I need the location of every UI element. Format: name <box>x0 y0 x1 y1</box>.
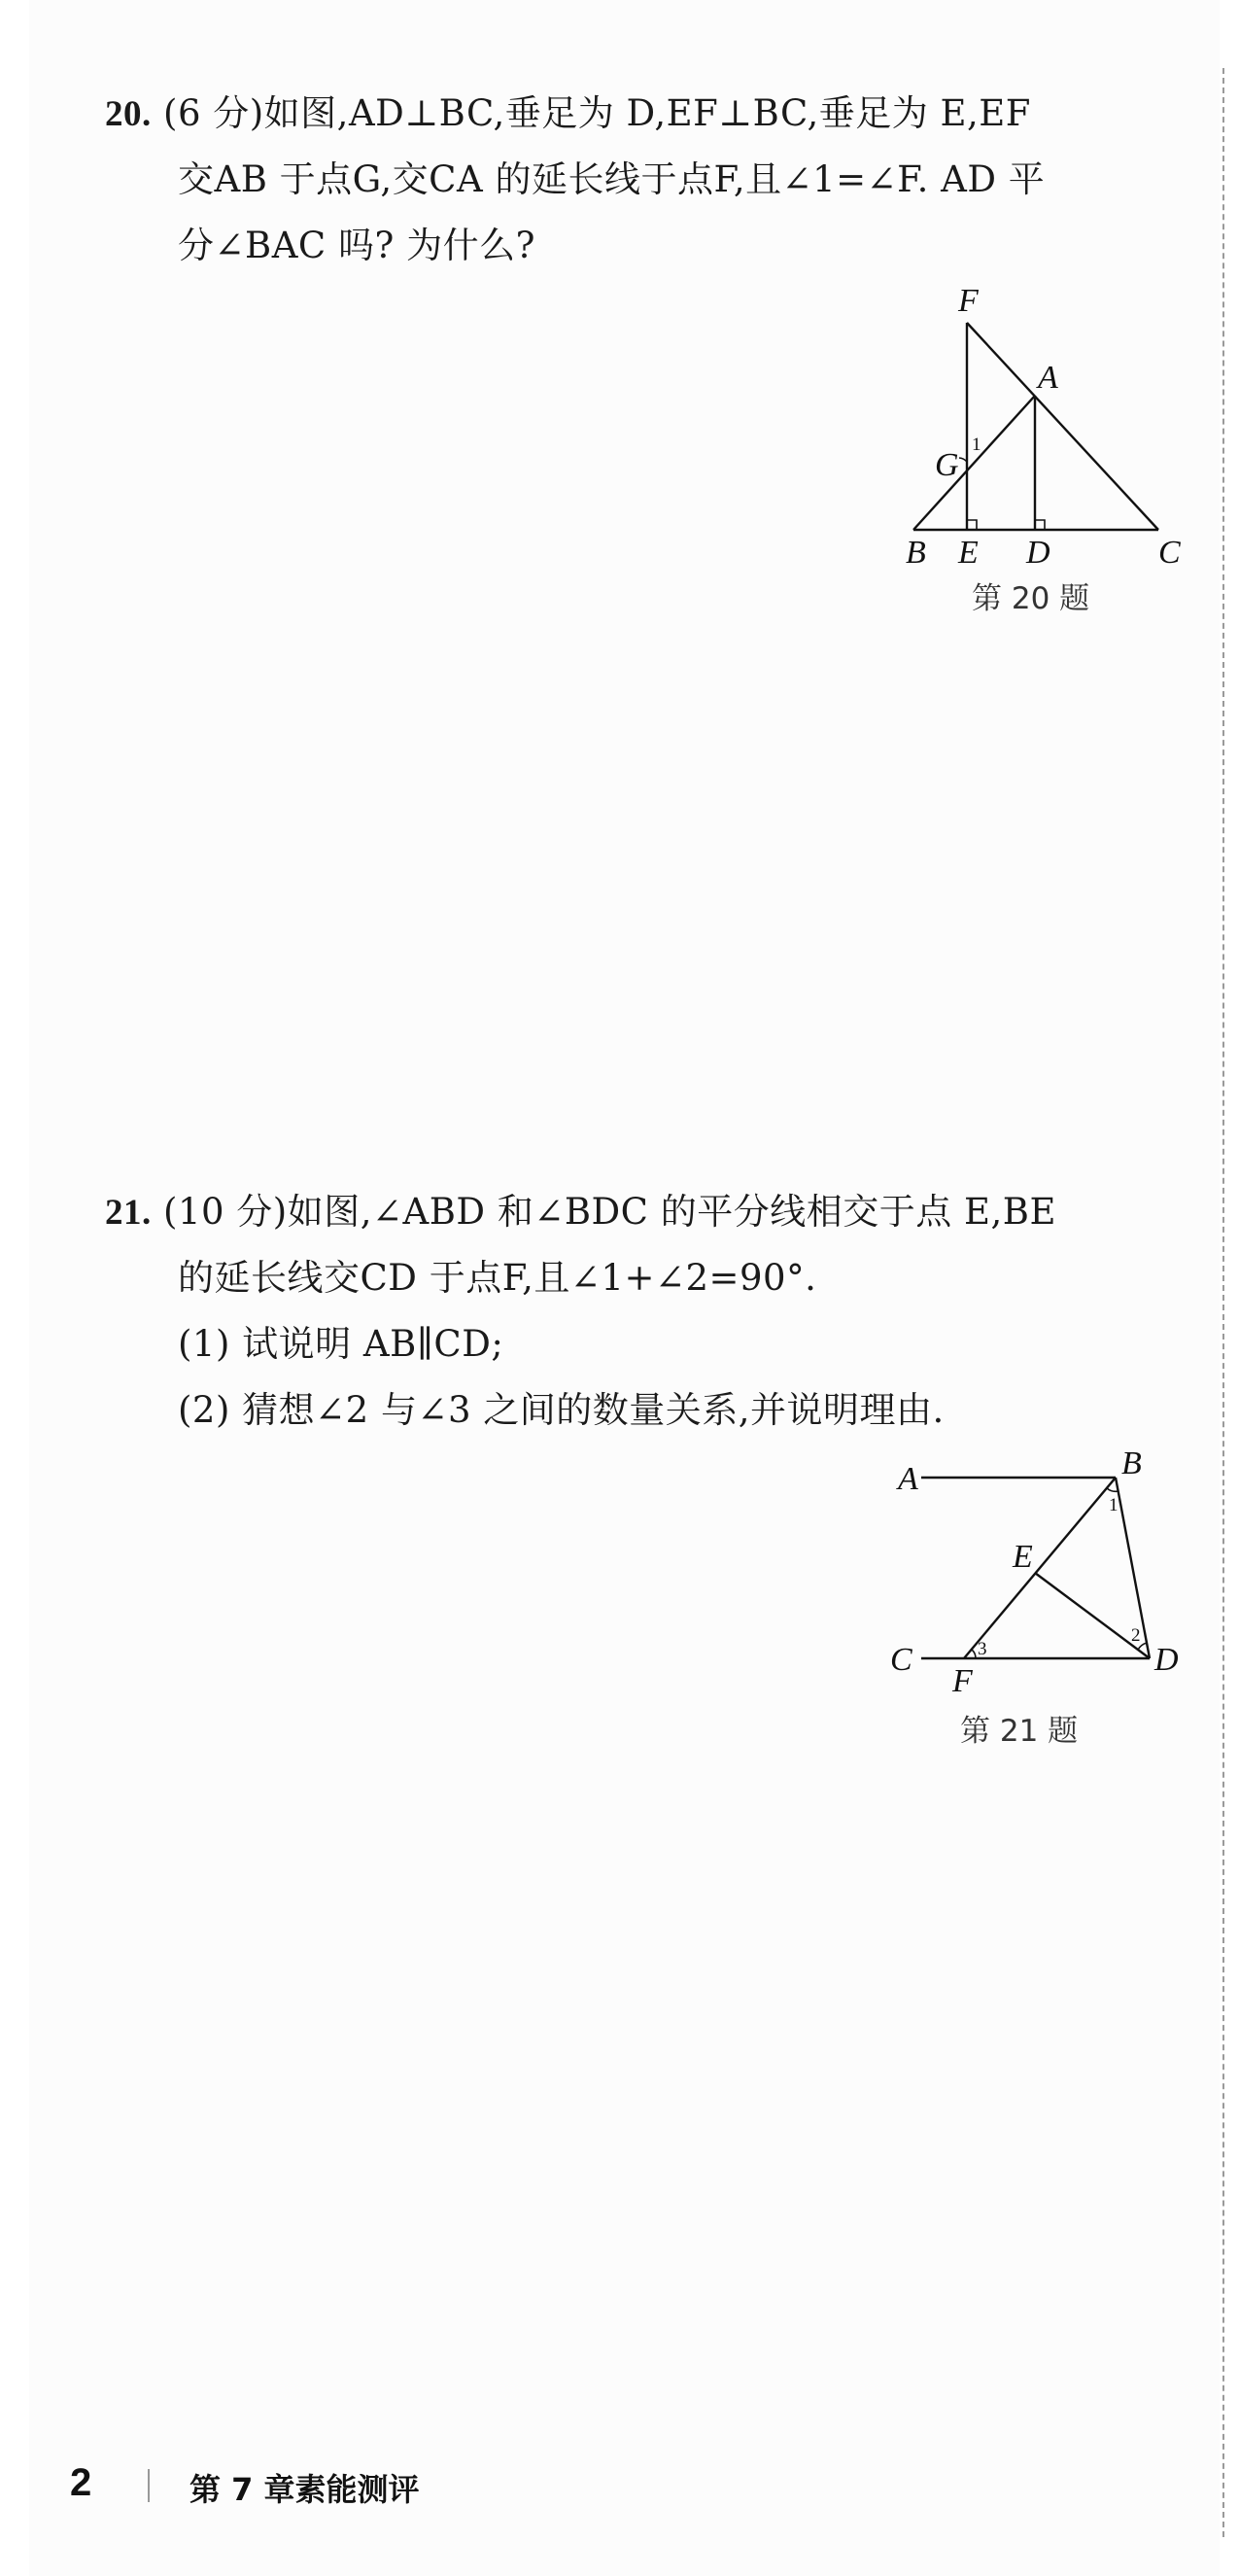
question-20-text-1: (6 分)如图,AD⊥BC,垂足为 D,EF⊥BC,垂足为 E,EF <box>163 92 1031 134</box>
chapter-title: 第 7 章素能测评 <box>189 2471 420 2508</box>
label-d: D <box>1026 535 1050 571</box>
segment-ba <box>913 396 1035 530</box>
question-20-line-1 <box>105 89 1031 139</box>
label-c: C <box>890 1642 912 1678</box>
angle-1-arc <box>959 458 967 462</box>
figure-20-caption: 第 20 题 <box>972 581 1090 616</box>
figure-21-diagram <box>875 1437 1195 1709</box>
label-a: A <box>1038 360 1058 396</box>
right-angle-mark-d <box>1035 520 1045 530</box>
label-angle-3: 3 <box>978 1639 987 1659</box>
question-20-line-2: 交AB 于点G,交CA 的延长线于点F,且∠1=∠F. AD 平 <box>178 158 1046 200</box>
label-f: F <box>952 1663 973 1699</box>
question-20-line-3: 分∠BAC 吗? 为什么? <box>178 225 535 266</box>
figure-20-diagram <box>884 277 1195 578</box>
figure-21 <box>875 1437 1195 1713</box>
label-d: D <box>1154 1642 1179 1678</box>
question-20-number: 20. <box>105 94 152 134</box>
label-e: E <box>1013 1539 1033 1575</box>
right-angle-mark-e <box>967 520 977 530</box>
label-b: B <box>906 535 926 571</box>
label-g: G <box>935 447 959 483</box>
label-c: C <box>1158 535 1181 571</box>
label-angle-2: 2 <box>1131 1625 1141 1646</box>
figure-21-caption: 第 21 题 <box>960 1714 1079 1749</box>
label-a: A <box>898 1461 918 1497</box>
question-21-subquestion-2: (2) 猜想∠2 与∠3 之间的数量关系,并说明理由. <box>178 1389 945 1431</box>
angle-3-arc <box>972 1650 976 1658</box>
cut-line <box>1222 68 1224 2537</box>
question-21-text-1: (10 分)如图,∠ABD 和∠BDC 的平分线相交于点 E,BE <box>163 1191 1056 1233</box>
page-number: 2 <box>70 2461 92 2504</box>
label-e: E <box>958 535 979 571</box>
question-21-number: 21. <box>105 1193 152 1233</box>
segment-bf <box>964 1478 1116 1658</box>
label-f: F <box>958 283 979 319</box>
label-b: B <box>1121 1445 1142 1481</box>
question-21-subquestion-1: (1) 试说明 AB∥CD; <box>178 1323 504 1365</box>
label-angle-1: 1 <box>1109 1495 1119 1515</box>
figure-20 <box>884 277 1195 582</box>
question-21-line-2: 的延长线交CD 于点F,且∠1+∠2=90°. <box>178 1257 817 1299</box>
question-21-line-1 <box>105 1188 1056 1237</box>
label-angle-1: 1 <box>972 435 981 455</box>
footer-divider <box>148 2469 150 2502</box>
segment-fc <box>967 323 1158 530</box>
